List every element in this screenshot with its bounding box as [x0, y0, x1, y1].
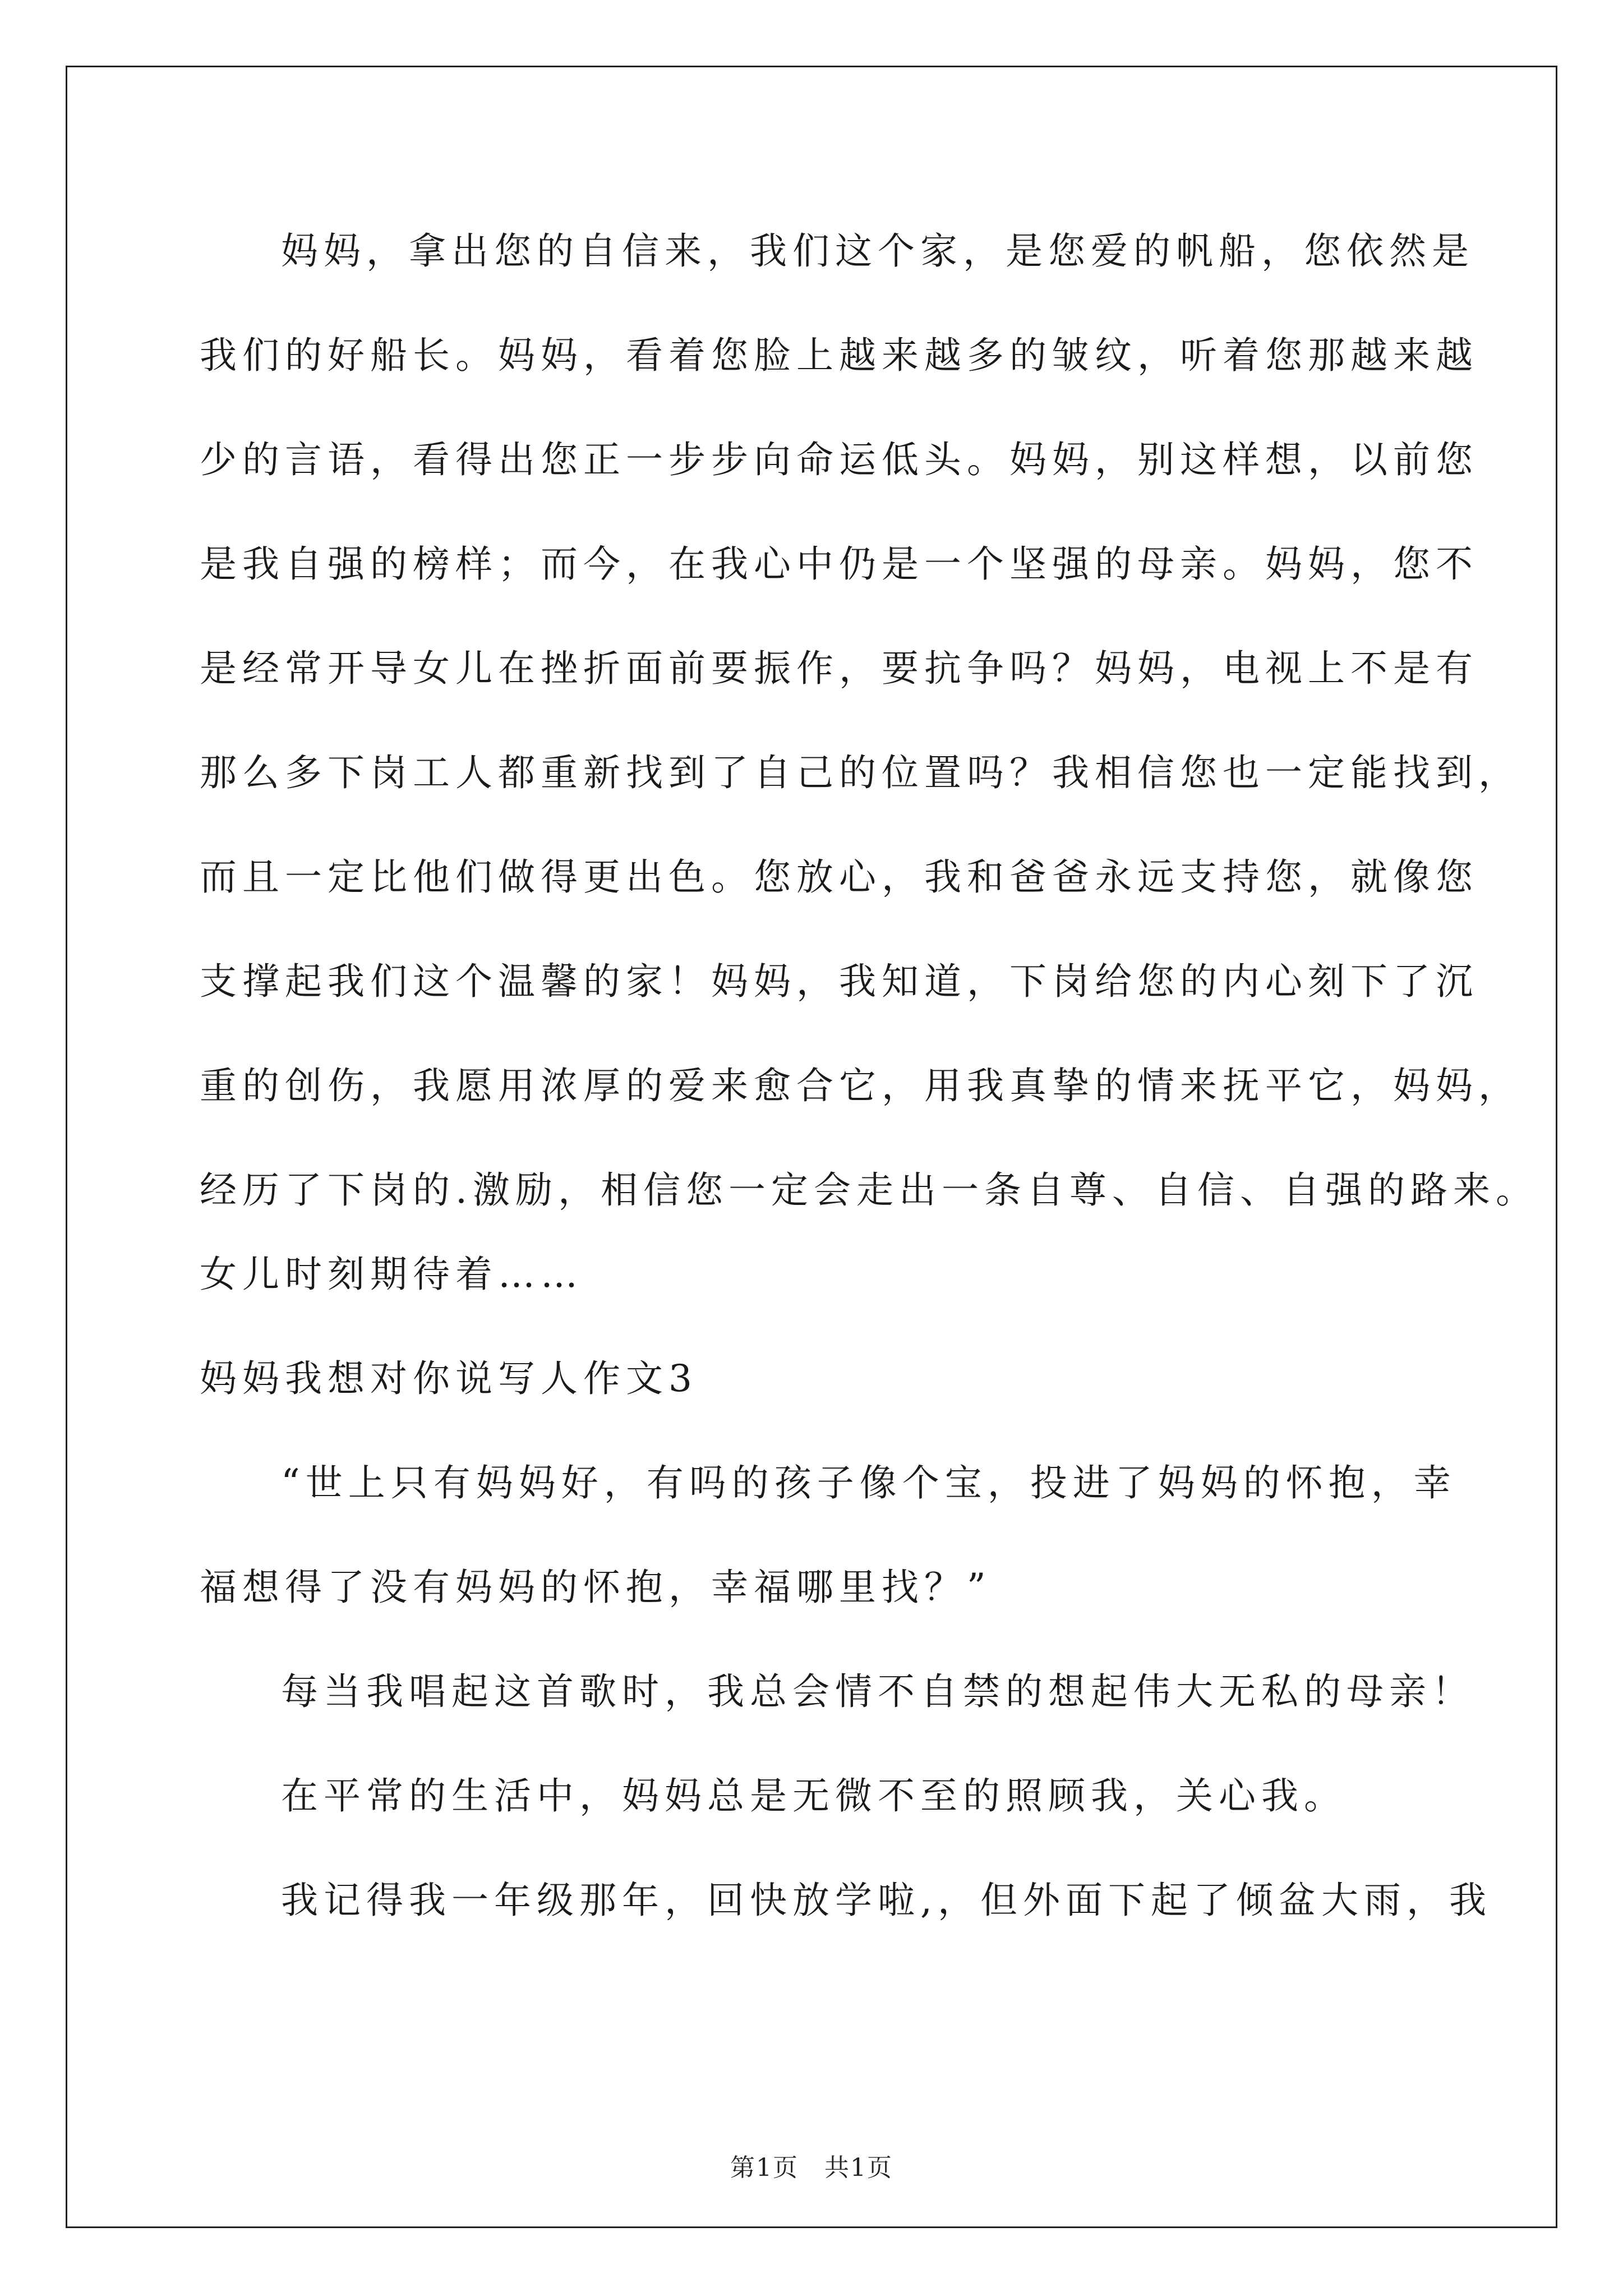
text-line: 而且一定比他们做得更出色。您放心，我和爸爸永远支持您，就像您 — [200, 855, 1478, 899]
text-line: 是经常开导女儿在挫折面前要振作，要抗争吗？妈妈，电视上不是有 — [200, 647, 1478, 690]
text-line: 支撑起我们这个温馨的家！妈妈，我知道，下岗给您的内心刻下了沉 — [200, 960, 1478, 1003]
text-line: 女儿时刻期待着…… — [200, 1253, 583, 1296]
section-heading: 妈妈我想对你说写人作文3 — [200, 1357, 698, 1400]
text-line: 那么多下岗工人都重新找到了自己的位置吗？我相信您也一定能找到， — [200, 751, 1521, 794]
text-line: 我记得我一年级那年，回快放学啦,，但外面下起了倾盆大雨，我 — [281, 1879, 1492, 1922]
text-line: 妈妈，拿出您的自信来，我们这个家，是您爱的帆船，您依然是 — [281, 229, 1474, 273]
text-line: 少的言语，看得出您正一步步向命运低头。妈妈，别这样想，以前您 — [200, 438, 1478, 481]
text-line: “世上只有妈妈好，有吗的孩子像个宝，投进了妈妈的怀抱，幸 — [281, 1461, 1456, 1504]
text-line: 每当我唱起这首歌时，我总会情不自禁的想起伟大无私的母亲！ — [281, 1670, 1474, 1713]
text-line: 福想得了没有妈妈的怀抱，幸福哪里找？” — [200, 1566, 992, 1609]
text-line: 是我自强的榜样；而今，在我心中仍是一个坚强的母亲。妈妈，您不 — [200, 542, 1478, 586]
text-line: 经历了下岗的.激励，相信您一定会走出一条自尊、自信、自强的路来。 — [200, 1168, 1538, 1212]
text-line: 重的创伤，我愿用浓厚的爱来愈合它，用我真挚的情来抚平它，妈妈， — [200, 1064, 1521, 1107]
text-line: 我们的好船长。妈妈，看着您脸上越来越多的皱纹，听着您那越来越 — [200, 334, 1478, 377]
text-line: 在平常的生活中，妈妈总是无微不至的照顾我，关心我。 — [281, 1774, 1347, 1818]
page-footer: 第1页 共1页 — [730, 2154, 893, 2182]
